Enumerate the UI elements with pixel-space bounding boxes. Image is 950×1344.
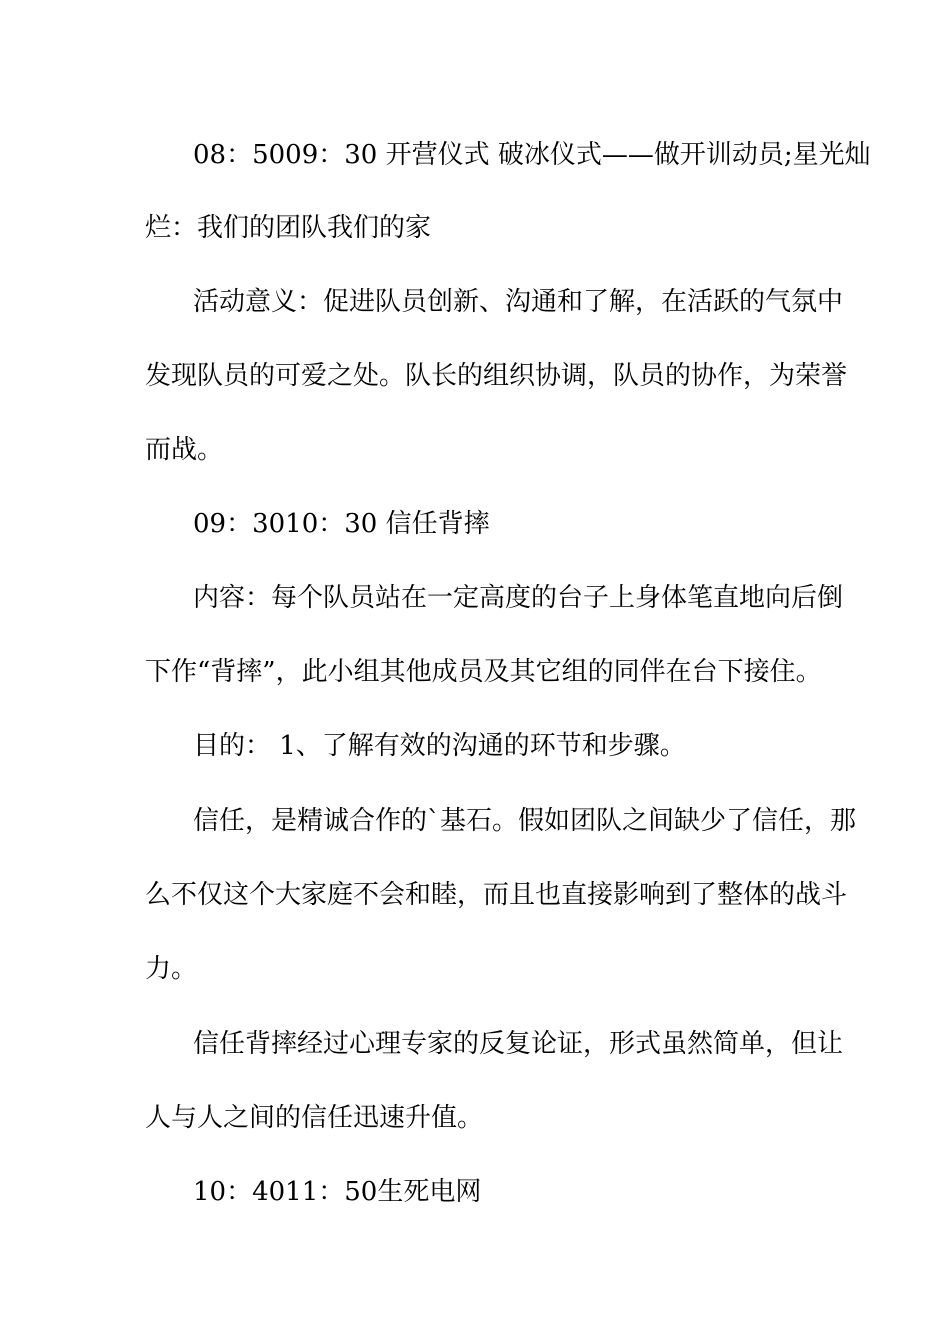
trust-paragraph: 信任，是精诚合作的`基石。假如团队之间缺少了信任，那 <box>193 806 857 836</box>
purpose-line: 目的： 1、了解有效的沟通的环节和步骤。 <box>193 731 686 761</box>
activity-meaning-paragraph-end: 而战。 <box>145 435 224 465</box>
trust-paragraph-end: 力。 <box>145 954 198 984</box>
schedule-opening-line-cont: 烂：我们的团队我们的家 <box>145 213 432 243</box>
content-paragraph: 内容：每个队员站在一定高度的台子上身体笔直地向后倒 <box>193 583 844 613</box>
schedule-electric-net-heading: 10：4011：50生死电网 <box>193 1177 482 1207</box>
trust-paragraph-cont: 么不仅这个大家庭不会和睦，而且也直接影响到了整体的战斗 <box>145 880 848 910</box>
trust-fall-paragraph: 信任背摔经过心理专家的反复论证，形式虽然简单，但让 <box>193 1029 844 1059</box>
activity-meaning-paragraph: 活动意义：促进队员创新、沟通和了解，在活跃的气氛中 <box>193 287 844 317</box>
content-paragraph-cont: 下作“背摔”，此小组其他成员及其它组的同伴在台下接住。 <box>145 657 822 687</box>
trust-fall-paragraph-cont: 人与人之间的信任迅速升值。 <box>145 1103 484 1133</box>
activity-meaning-paragraph-cont: 发现队员的可爱之处。队长的组织协调，队员的协作，为荣誉 <box>145 361 848 391</box>
schedule-trust-fall-heading: 09：3010：30 信任背摔 <box>193 509 490 539</box>
schedule-opening-line: 08：5009：30 开营仪式 破冰仪式——做开训动员;星光灿 <box>193 140 871 170</box>
